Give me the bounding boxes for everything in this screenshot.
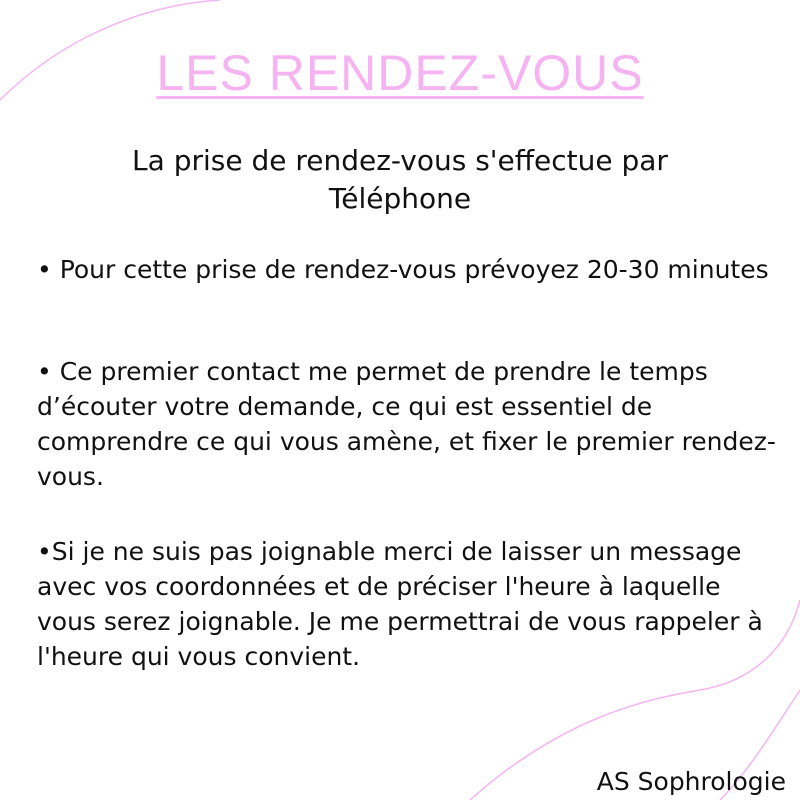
subtitle: La prise de rendez-vous s'effectue par Téléphone	[132, 144, 668, 215]
signature: AS Sophrologie	[596, 767, 786, 796]
page-title	[0, 44, 800, 102]
paragraph-duration: • Pour cette prise de rendez-vous prévoyez 20-30 minutes	[37, 255, 769, 284]
paragraph-first-contact: • Ce premier contact me permet de prendre le temps d’écouter votre demande, ce qui est essentiel de comprendre ce qui vous amène, et fixer le premier rendez-vous.	[37, 357, 776, 491]
page-title-text: LES RENDEZ-VOUS	[156, 45, 644, 101]
paragraph-voicemail: •Si je ne suis pas joignable merci de laisser un message avec vos coordonnées et de préciser l'heure à laquelle vous serez joignable. Je me permettrai de vous rappeler à l'heure qui vous convient.	[37, 537, 763, 671]
